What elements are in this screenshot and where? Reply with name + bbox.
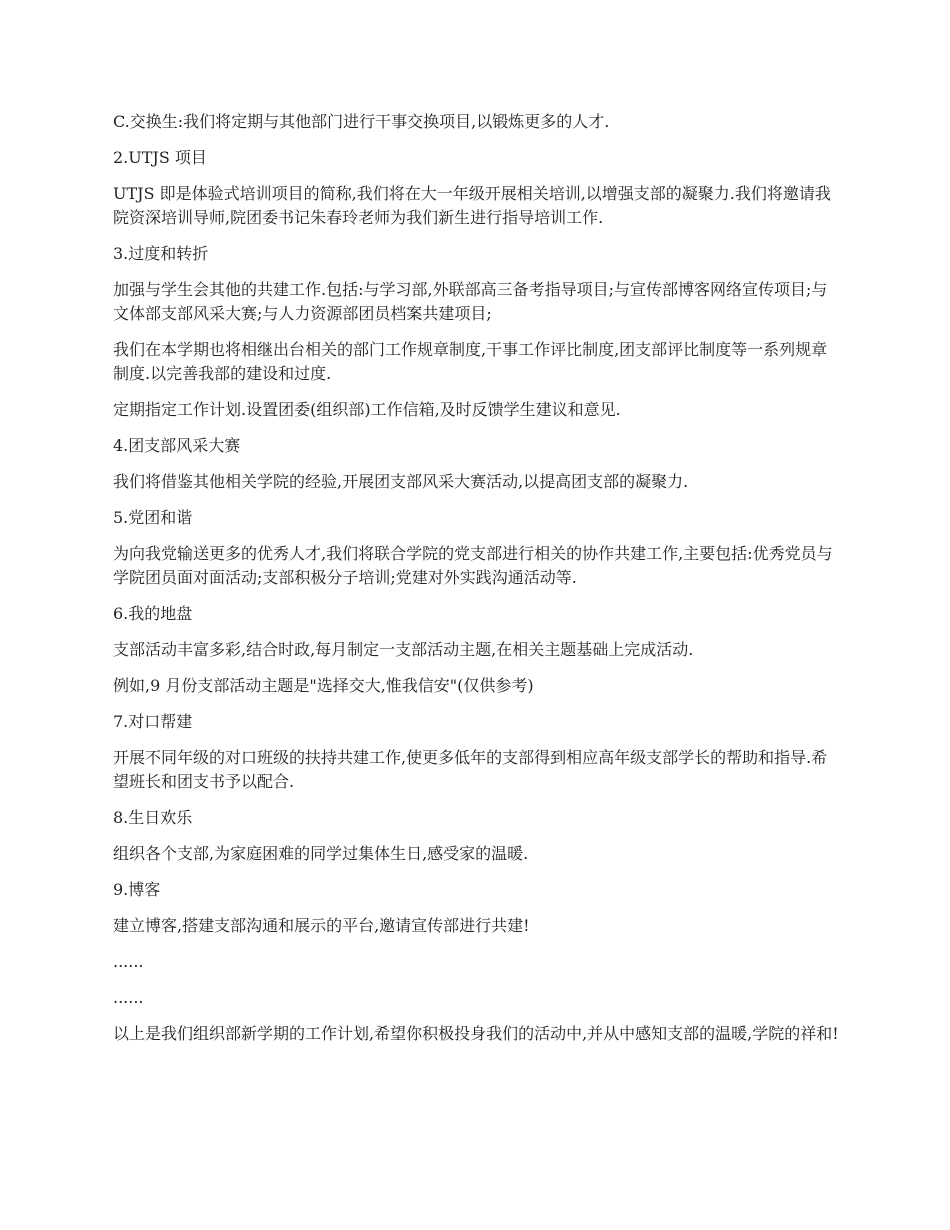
ellipsis-line: ......: [113, 988, 144, 1007]
closing-paragraph: 以上是我们组织部新学期的工作计划,希望你积极投身我们的活动中,并从中感知支部的温暖,学院的祥和!: [113, 1024, 839, 1043]
document-body: [113, 110, 843, 1058]
paragraph: 为向我党输送更多的优秀人才,我们将联合学院的党支部进行相关的协作共建工作,主要包括:优秀党员与学院团员面对面活动;支部积极分子培训;党建对外实践沟通活动等.: [113, 544, 833, 587]
paragraph: 例如,9 月份支部活动主题是"选择交大,惟我信安"(仅供参考): [113, 676, 534, 695]
section-heading: 7.对口帮建: [113, 712, 193, 731]
paragraph: 建立博客,搭建支部沟通和展示的平台,邀请宣传部进行共建!: [113, 916, 530, 935]
paragraph: 开展不同年级的对口班级的扶持共建工作,使更多低年的支部得到相应高年级支部学长的帮助和指导.希望班长和团支书予以配合.: [113, 748, 828, 791]
section-heading: 8.生日欢乐: [113, 808, 193, 827]
section-heading: 5.党团和谐: [113, 508, 193, 527]
paragraph: 定期指定工作计划.设置团委(组织部)工作信箱,及时反馈学生建议和意见.: [113, 400, 621, 419]
ellipsis-line: ......: [113, 952, 144, 971]
section-heading: 3.过度和转折: [113, 244, 209, 263]
paragraph: C.交换生:我们将定期与其他部门进行干事交换项目,以锻炼更多的人才.: [113, 112, 610, 131]
section-heading: 4.团支部风采大赛: [113, 436, 241, 455]
paragraph: 我们将借鉴其他相关学院的经验,开展团支部风采大赛活动,以提高团支部的凝聚力.: [113, 472, 689, 491]
section-heading: 2.UTJS 项目: [113, 148, 207, 167]
section-heading: 6.我的地盘: [113, 604, 193, 623]
section-heading: 9.博客: [113, 880, 161, 899]
paragraph: UTJS 即是体验式培训项目的简称,我们将在大一年级开展相关培训,以增强支部的凝聚力.我们将邀请我院资深培训导师,院团委书记朱春玲老师为我们新生进行指导培训工作.: [113, 184, 831, 227]
paragraph: 组织各个支部,为家庭困难的同学过集体生日,感受家的温暖.: [113, 844, 529, 863]
paragraph: 支部活动丰富多彩,结合时政,每月制定一支部活动主题,在相关主题基础上完成活动.: [113, 640, 694, 659]
paragraph: 加强与学生会其他的共建工作.包括:与学习部,外联部高三备考指导项目;与宣传部博客网络宣传项目;与文体部支部风采大赛;与人力资源部团员档案共建项目;: [113, 280, 828, 323]
paragraph: 我们在本学期也将相继出台相关的部门工作规章制度,干事工作评比制度,团支部评比制度等一系列规章制度.以完善我部的建设和过度.: [113, 340, 828, 383]
